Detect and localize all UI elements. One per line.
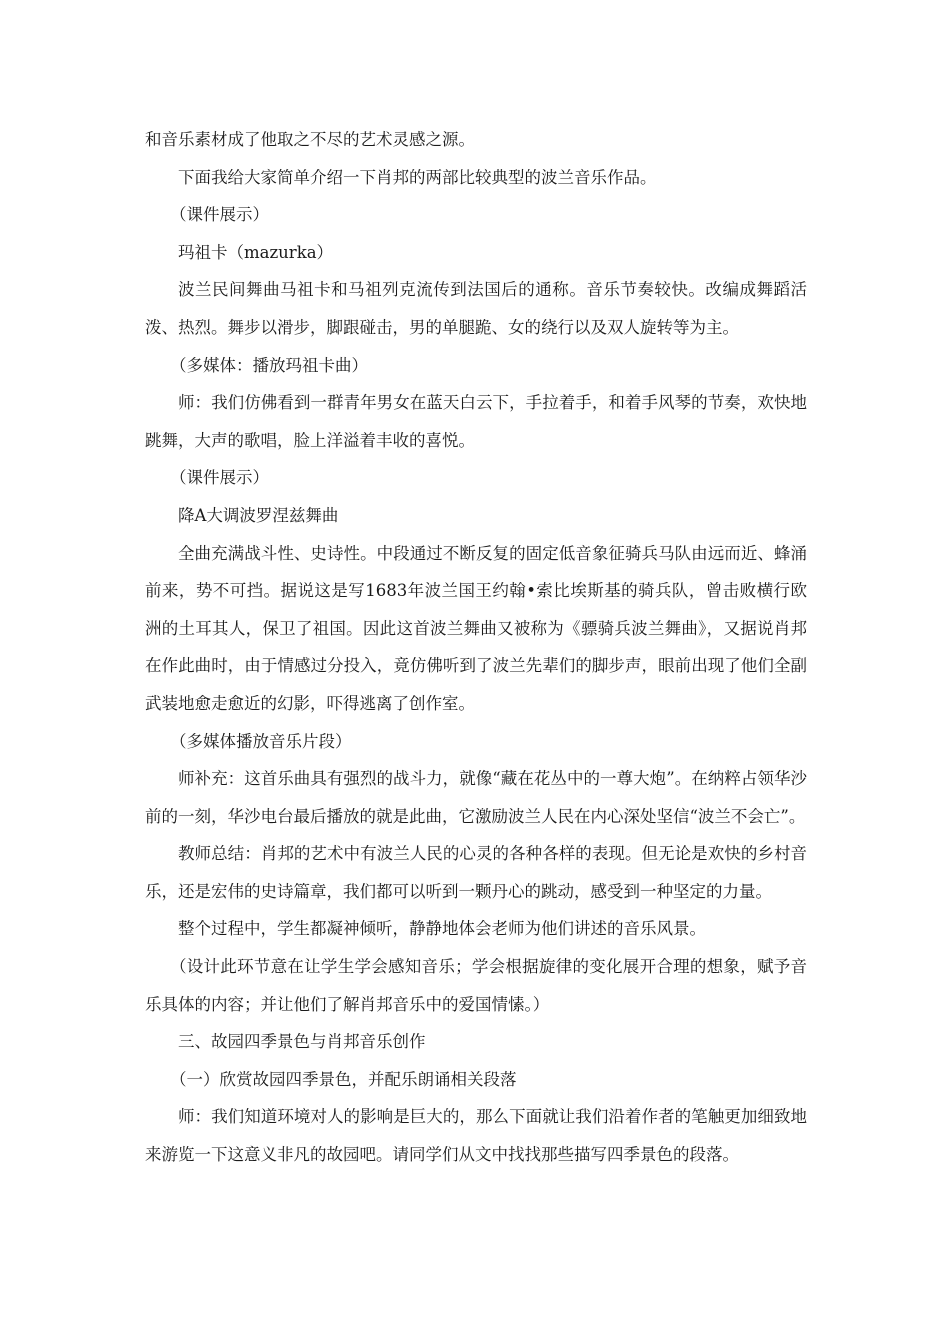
- paragraph-courseware-note-1: （课件展示）: [170, 205, 269, 225]
- document-body: [145, 121, 807, 1174]
- paragraph-teacher-mazurka: 师：我们仿佛看到一群青年男女在蓝天白云下，手拉着手，和着手风琴的节奏，欢快地跳舞，大声的歌唱，脸上洋溢着丰收的喜悦。: [145, 393, 807, 450]
- paragraph-continuation: 和音乐素材成了他取之不尽的艺术灵感之源。: [145, 130, 475, 149]
- paragraph-intro-works: 下面我给大家简单介绍一下肖邦的两部比较典型的波兰音乐作品。: [178, 167, 657, 187]
- paragraph-courseware-note-2: （课件展示）: [170, 468, 269, 488]
- section-heading-three: 三、故园四季景色与肖邦音乐创作: [178, 1032, 426, 1052]
- heading-polonaise: 降A大调波罗涅兹舞曲: [178, 505, 339, 525]
- paragraph-mazurka-description: 波兰民间舞曲马祖卡和马祖列克流传到法国后的通称。音乐节奏较快。改编成舞蹈活泼、热烈。舞步以滑步，脚跟碰击，男的单腿跪、女的绕行以及双人旋转等为主。: [145, 280, 807, 337]
- subsection-heading-one: （一）欣赏故园四季景色，并配乐朗诵相关段落: [170, 1069, 517, 1089]
- paragraph-students-listening: 整个过程中，学生都凝神倾听，静静地体会老师为他们讲述的音乐风景。: [178, 919, 706, 939]
- paragraph-teacher-environment: 师：我们知道环境对人的影响是巨大的，那么下面就让我们沿着作者的笔触更加细致地来游览一下这意义非凡的故园吧。请同学们从文中找找那些描写四季景色的段落。: [145, 1107, 807, 1165]
- paragraph-teacher-summary: 教师总结：肖邦的艺术中有波兰人民的心灵的各种各样的表现。但无论是欢快的乡村音乐，还是宏伟的史诗篇章，我们都可以听到一颗丹心的跳动，感受到一种坚定的力量。: [145, 844, 807, 901]
- heading-mazurka: 玛祖卡（mazurka）: [178, 242, 334, 262]
- paragraph-polonaise-description: 全曲充满战斗性、史诗性。中段通过不断反复的固定低音象征骑兵马队由远而近、蜂涌前来，势不可挡。据说这是写1683年波兰国王约翰•索比埃斯基的骑兵队，曾击败横行欧洲的土耳其人，保卫了祖国。因此这首波兰舞曲又被称为《骠骑兵波兰舞曲》，又据说肖邦在作此曲时，由于情感过分投入，竟仿佛听到了波兰先辈们的脚步声，眼前出现了他们全副武装地愈走愈近的幻影，吓得逃离了创作室。: [145, 543, 807, 713]
- paragraph-multimedia-note-2: （多媒体播放音乐片段）: [170, 731, 352, 751]
- paragraph-multimedia-note-1: （多媒体：播放玛祖卡曲）: [170, 355, 368, 375]
- paragraph-teacher-supplement: 师补充：这首乐曲具有强烈的战斗力，就像“藏在花丛中的一尊大炮”。在纳粹占领华沙前的一刻，华沙电台最后播放的就是此曲，它激励波兰人民在内心深处坚信“波兰不会亡”。: [145, 769, 807, 826]
- paragraph-design-intent: （设计此环节意在让学生学会感知音乐；学会根据旋律的变化展开合理的想象，赋予音乐具体的内容；并让他们了解肖邦音乐中的爱国情愫。）: [145, 957, 807, 1014]
